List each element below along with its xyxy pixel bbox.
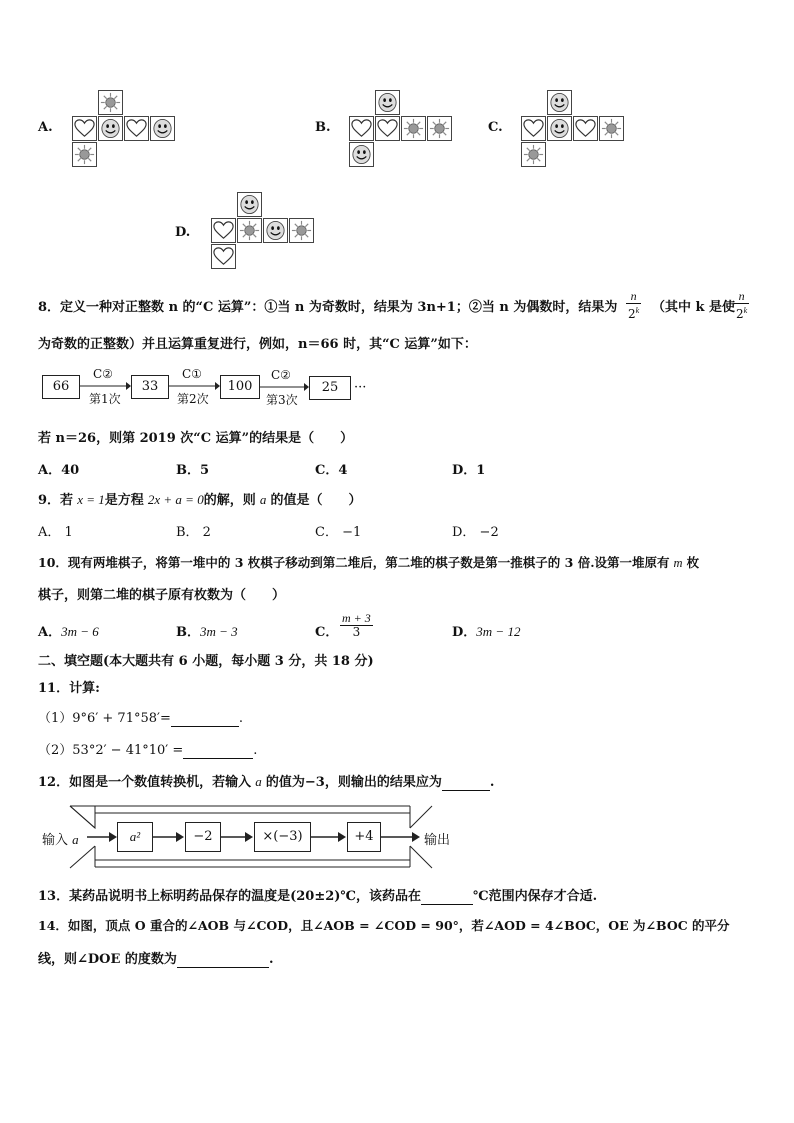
machine-output-label: 输出 bbox=[424, 833, 451, 848]
q10-option-a: A．3m − 6 bbox=[38, 624, 99, 640]
sun-icon-cell bbox=[427, 116, 452, 141]
heart-icon-cell bbox=[124, 116, 149, 141]
flow-box: 66 bbox=[42, 375, 80, 399]
smile-icon-cell bbox=[375, 90, 400, 115]
sun-icon bbox=[402, 117, 425, 140]
q9-option-d: D． −2 bbox=[452, 525, 499, 540]
flow-op: C② bbox=[93, 367, 113, 381]
flow-box: 33 bbox=[131, 375, 169, 399]
smile-icon-cell bbox=[547, 116, 572, 141]
heart-icon bbox=[350, 117, 373, 140]
sun-icon bbox=[522, 143, 545, 166]
sun-icon-cell bbox=[72, 142, 97, 167]
q10-line1: 10．现有两堆棋子，将第一堆中的 3 枚棋子移动到第二堆后，第二堆的棋子数是第一推棋子的 3 倍.设第一堆原有 m 枚 bbox=[38, 555, 700, 570]
q14-line1: 14．如图，顶点 O 重合的∠AOB 与∠COD，且∠AOB = ∠COD = 90°，若∠AOD = 4∠BOC，OE 为∠BOC 的平分 bbox=[38, 918, 730, 933]
smile-icon-cell bbox=[237, 192, 262, 217]
q8-fraction-2: $\frac{n}{2^k}$ bbox=[736, 289, 748, 321]
sun-icon bbox=[99, 91, 122, 114]
q7-option-letter: C. bbox=[488, 120, 503, 135]
flow-step: 第1次 bbox=[89, 392, 121, 406]
smile-icon-cell bbox=[150, 116, 175, 141]
sun-icon-cell bbox=[237, 218, 262, 243]
heart-icon-cell bbox=[211, 218, 236, 243]
q8-fraction: $\frac{n}{2^k}$ bbox=[628, 289, 640, 321]
sun-icon bbox=[428, 117, 451, 140]
q12-stem: 12．如图是一个数值转换机，若输入 a 的值为−3，则输出的结果应为 . bbox=[38, 774, 495, 790]
flow-op: C② bbox=[271, 368, 291, 382]
heart-icon-cell bbox=[573, 116, 598, 141]
q8-question: 若 n＝26，则第 2019 次“C 运算”的结果是（ ） bbox=[38, 431, 354, 446]
smile-icon bbox=[376, 91, 399, 114]
smile-icon-cell bbox=[263, 218, 288, 243]
machine-step-box: ×(−3) bbox=[254, 822, 311, 852]
sun-icon bbox=[238, 219, 261, 242]
answer-blank[interactable] bbox=[442, 775, 490, 791]
machine-step-box: −2 bbox=[185, 822, 221, 852]
heart-icon bbox=[73, 117, 96, 140]
q10-line2: 棋子，则第二堆的棋子原有枚数为（ ） bbox=[38, 588, 286, 603]
heart-icon bbox=[212, 245, 235, 268]
heart-icon-cell bbox=[211, 244, 236, 269]
q9-option-c: C． −1 bbox=[315, 525, 362, 540]
flow-op: C① bbox=[182, 367, 202, 381]
q7-option-letter: D. bbox=[175, 225, 191, 240]
q9-option-a: A． 1 bbox=[38, 525, 73, 540]
smile-icon bbox=[548, 91, 571, 114]
q8-option-d: D．1 bbox=[452, 463, 486, 478]
sun-icon bbox=[600, 117, 623, 140]
q7-option-letter: A. bbox=[38, 120, 53, 135]
q8-line1: 8．定义一种对正整数 n 的“C 运算”：①当 n 为奇数时，结果为 3n+1；②当 n 为偶数时，结果为 bbox=[38, 300, 618, 315]
machine-step-box: a² bbox=[117, 822, 153, 852]
q11-title: 11．计算: bbox=[38, 681, 100, 696]
heart-icon-cell bbox=[349, 116, 374, 141]
heart-icon-cell bbox=[72, 116, 97, 141]
sun-icon-cell bbox=[521, 142, 546, 167]
q10-option-b: B．3m − 3 bbox=[176, 624, 238, 640]
sun-icon-cell bbox=[599, 116, 624, 141]
q11-part1: （1）9°6′ + 71°58′= . bbox=[38, 711, 243, 726]
sun-icon-cell bbox=[289, 218, 314, 243]
smile-icon bbox=[238, 193, 261, 216]
q8-option-b: B．5 bbox=[176, 463, 210, 478]
heart-icon bbox=[125, 117, 148, 140]
heart-icon-cell bbox=[375, 116, 400, 141]
sun-icon bbox=[73, 143, 96, 166]
flow-step: 第2次 bbox=[177, 392, 209, 406]
smile-icon bbox=[264, 219, 287, 242]
q10-option-c-fraction: $\frac{m + 3}{3}$ bbox=[342, 611, 371, 639]
sun-icon bbox=[290, 219, 313, 242]
flow-step: 第3次 bbox=[266, 393, 298, 407]
flow-arrows bbox=[0, 0, 794, 420]
q7-option-letter: B. bbox=[315, 120, 331, 135]
q9-stem: 9．若 x = 1是方程 2x + a = 0的解，则 a 的值是（ ） bbox=[38, 492, 362, 508]
answer-blank[interactable] bbox=[183, 743, 253, 759]
q8-option-c: C．4 bbox=[315, 463, 348, 478]
q13-stem: 13．某药品说明书上标明药品保存的温度是(20±2)℃，该药品在 ℃范围内保存才合适. bbox=[38, 889, 598, 904]
heart-icon bbox=[522, 117, 545, 140]
flow-box: 100 bbox=[220, 375, 260, 399]
flow-box: 25 bbox=[309, 376, 351, 400]
smile-icon bbox=[548, 117, 571, 140]
q10-option-c-letter: C． bbox=[315, 625, 339, 640]
answer-blank[interactable] bbox=[177, 952, 269, 968]
smile-icon bbox=[350, 143, 373, 166]
smile-icon-cell bbox=[547, 90, 572, 115]
machine-step-box: +4 bbox=[347, 822, 381, 852]
heart-icon-cell bbox=[521, 116, 546, 141]
q8-option-a: A．40 bbox=[38, 463, 80, 478]
sun-icon-cell bbox=[401, 116, 426, 141]
section-title: 二、填空题(本大题共有 6 小题，每小题 3 分，共 18 分) bbox=[38, 654, 374, 669]
q10-option-d: D．3m − 12 bbox=[452, 624, 521, 640]
smile-icon-cell bbox=[349, 142, 374, 167]
heart-icon bbox=[212, 219, 235, 242]
machine-input-label: 输入 a bbox=[42, 832, 79, 848]
heart-icon bbox=[574, 117, 597, 140]
q14-line2: 线，则∠DOE 的度数为 . bbox=[38, 952, 274, 967]
smile-icon bbox=[151, 117, 174, 140]
flow-ellipsis: ··· bbox=[354, 380, 367, 395]
sun-icon-cell bbox=[98, 90, 123, 115]
q8-line2: 为奇数的正整数）并且运算重复进行，例如，n＝66 时，其“C 运算”如下： bbox=[38, 337, 477, 352]
heart-icon bbox=[376, 117, 399, 140]
smile-icon-cell bbox=[98, 116, 123, 141]
answer-blank[interactable] bbox=[421, 889, 473, 905]
answer-blank[interactable] bbox=[171, 711, 239, 727]
q11-part2: （2）53°2′ − 41°10′ = . bbox=[38, 743, 258, 758]
q8-line1-tail: （其中 k 是使 bbox=[652, 300, 736, 315]
smile-icon bbox=[99, 117, 122, 140]
q9-option-b: B． 2 bbox=[176, 525, 211, 540]
